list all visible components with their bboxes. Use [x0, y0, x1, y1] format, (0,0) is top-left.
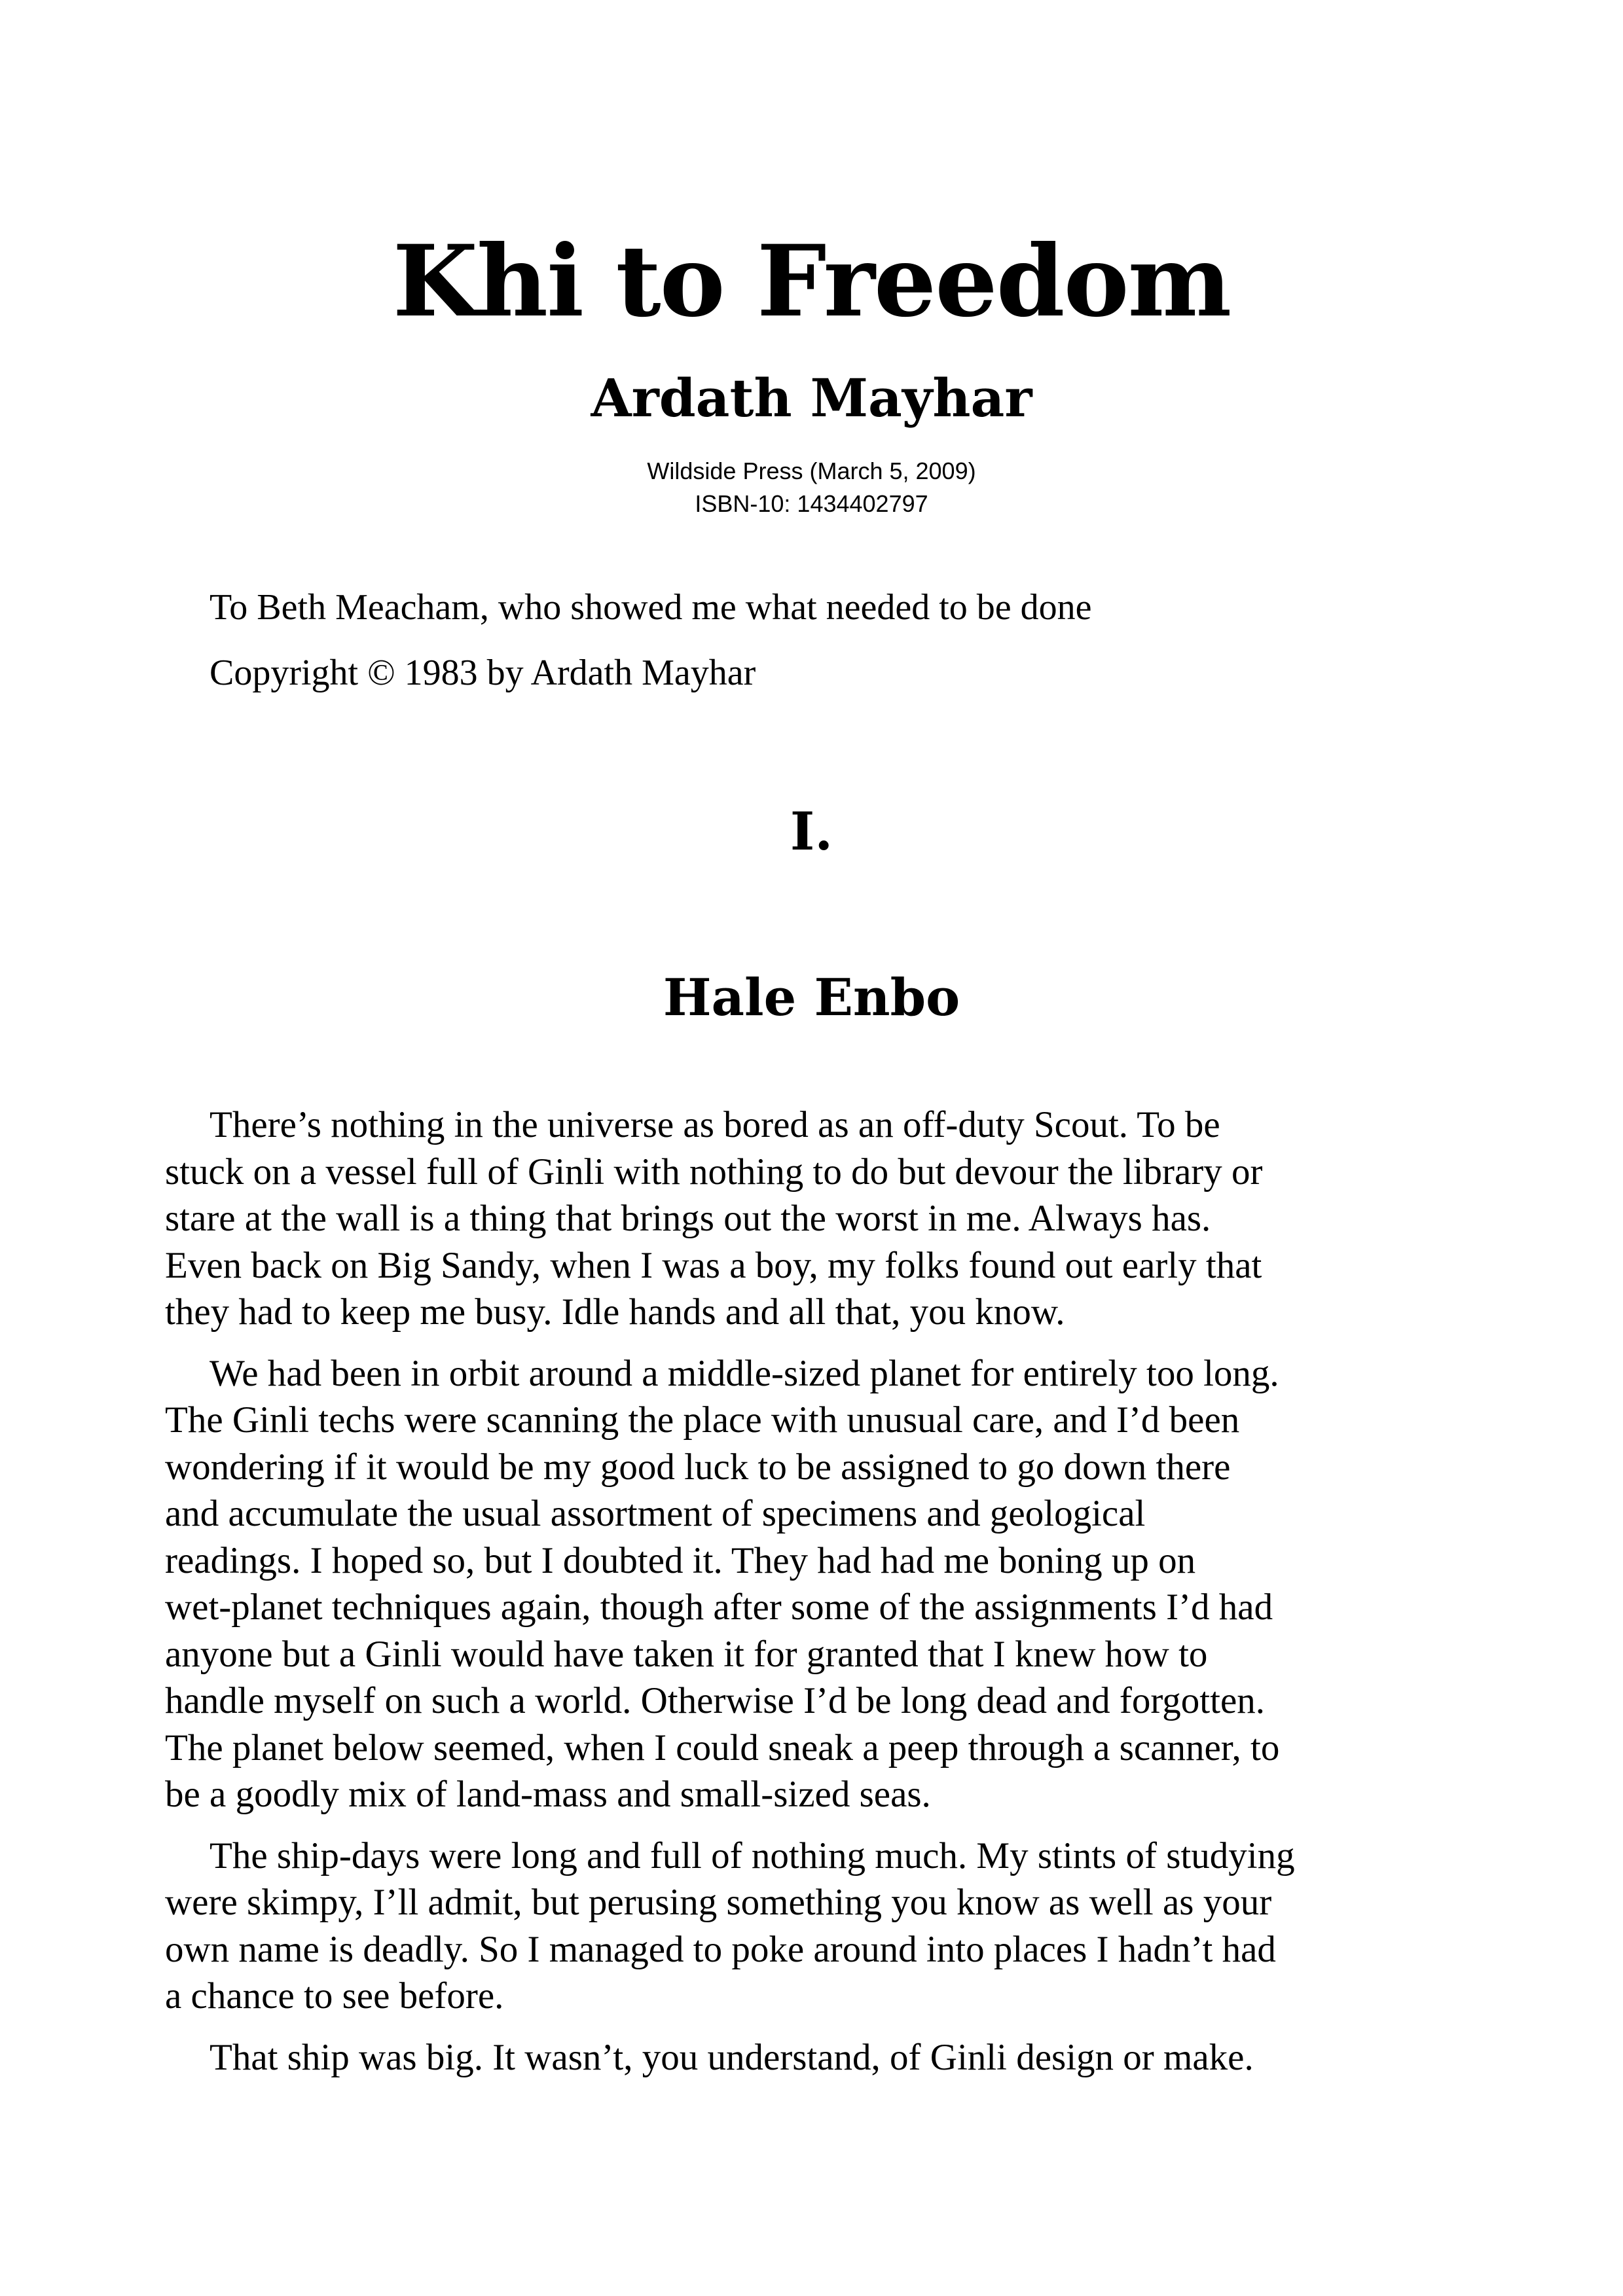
publisher-line: Wildside Press (March 5, 2009) [647, 457, 976, 484]
text-line: readings. I hoped so, but I doubted it. They had had me boning up on [165, 1539, 1196, 1581]
text-line: That ship was big. It wasn’t, you understand, of Ginli design or make. [210, 2036, 1254, 2078]
isbn-line: ISBN-10: 1434402797 [695, 490, 928, 517]
text-line: There’s nothing in the universe as bored as an off-duty Scout. To be [210, 1104, 1220, 1145]
text-line: We had been in orbit around a middle-sized planet for entirely too long. [210, 1352, 1279, 1394]
body-paragraph [165, 1350, 1468, 1818]
text-line: The Ginli techs were scanning the place with unusual care, and I’d been [165, 1399, 1240, 1441]
text-line: wet-planet techniques again, though after some of the assignments I’d had [165, 1587, 1273, 1628]
text-line: and accumulate the usual assortment of specimens and geological [165, 1493, 1146, 1534]
text-line: stare at the wall is a thing that brings out the worst in me. Always has. [165, 1198, 1211, 1239]
body-paragraph [165, 1102, 1468, 1336]
text-line: a chance to see before. [165, 1975, 504, 2017]
book-title: Khi to Freedom [392, 224, 1231, 339]
text-line: Even back on Big Sandy, when I was a boy, my folks found out early that [165, 1244, 1262, 1286]
text-line: were skimpy, I’ll admit, but perusing something you know as well as your [165, 1882, 1272, 1923]
publication-info [0, 455, 1623, 520]
text-line: own name is deadly. So I managed to poke around into places I hadn’t had [165, 1928, 1276, 1970]
body-paragraph [165, 2034, 1468, 2081]
book-author: Ardath Mayhar [591, 367, 1032, 429]
text-line: be a goodly mix of land-mass and small-sized seas. [165, 1774, 931, 1815]
chapter-body [165, 1102, 1468, 2095]
text-line: The planet below seemed, when I could sneak a peep through a scanner, to [165, 1727, 1280, 1768]
text-line: handle myself on such a world. Otherwise I’d be long dead and forgotten. [165, 1680, 1265, 1721]
copyright-notice: Copyright © 1983 by Ardath Mayhar [210, 653, 756, 693]
chapter-number: I. [790, 800, 833, 862]
text-line: they had to keep me busy. Idle hands and all that, you know. [165, 1291, 1065, 1333]
text-line: wondering if it would be my good luck to be assigned to go down there [165, 1446, 1231, 1488]
dedication: To Beth Meacham, who showed me what needed to be done [210, 587, 1092, 628]
body-paragraph [165, 1833, 1468, 2020]
chapter-title: Hale Enbo [663, 968, 960, 1028]
text-line: anyone but a Ginli would have taken it for granted that I knew how to [165, 1633, 1208, 1675]
text-line: stuck on a vessel full of Ginli with nothing to do but devour the library or [165, 1151, 1263, 1193]
text-line: The ship-days were long and full of nothing much. My stints of studying [210, 1835, 1295, 1876]
